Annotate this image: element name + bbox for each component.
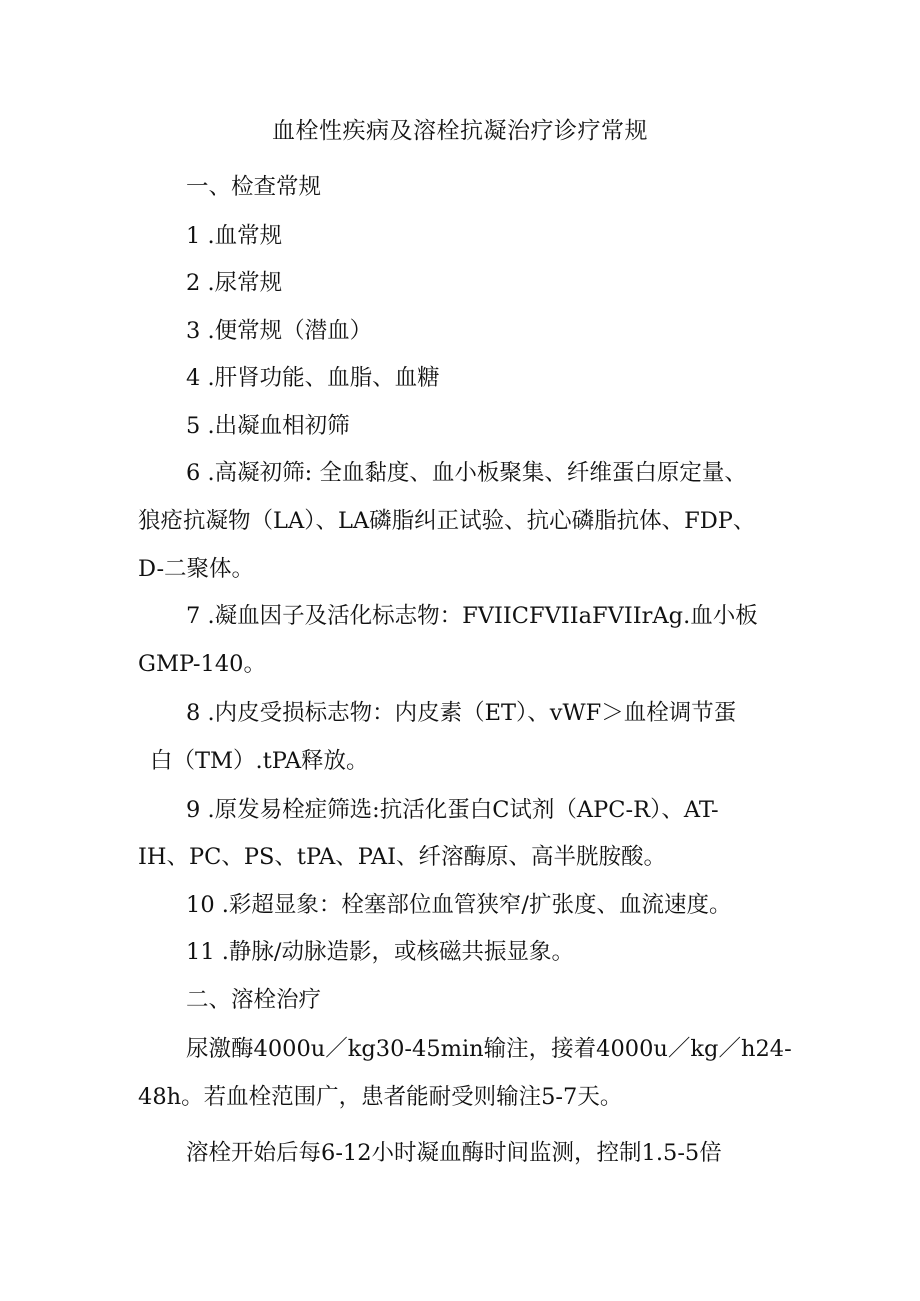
list-item: 4 .肝肾功能、血脂、血糖 xyxy=(186,365,440,391)
section-heading-exam: 一、检查常规 xyxy=(186,174,322,200)
list-item-6-line-3: D-二聚体。 xyxy=(138,556,255,582)
list-item-9-line-1: 9 .原发易栓症筛选:抗活化蛋白C试剂（APC-R）、AT- xyxy=(186,797,719,823)
list-item-7-line-2: GMP-140。 xyxy=(138,651,266,677)
paragraph-2-line-1: 溶栓开始后每6-12小时凝血酶时间监测，控制1.5-5倍 xyxy=(186,1140,722,1166)
list-item-6-line-1: 6 .高凝初筛: 全血黏度、血小板聚集、纤维蛋白原定量、 xyxy=(186,460,747,486)
list-item: 1 .血常规 xyxy=(186,223,283,249)
list-item-10: 10 .彩超显象：栓塞部位血管狭窄/扩张度、血流速度。 xyxy=(186,892,732,918)
document-title: 血栓性疾病及溶栓抗凝治疗诊疗常规 xyxy=(272,118,648,144)
list-item-7-line-1: 7 .凝血因子及活化标志物：FVIICFVIIaFVIIrAg.血小板 xyxy=(186,603,758,629)
list-item-11: 11 .静脉/动脉造影，或核磁共振显象。 xyxy=(186,939,575,965)
list-item: 5 .出凝血相初筛 xyxy=(186,413,350,439)
paragraph-1-line-1: 尿激酶4000u／kg30-45min输注，接着4000u／kg／h24- xyxy=(186,1036,792,1062)
paragraph-1-line-2: 48h。若血栓范围广，患者能耐受则输注5-7天。 xyxy=(138,1084,623,1110)
list-item-8-line-1: 8 .内皮受损标志物：内皮素（ET）、vWF＞血栓调节蛋 xyxy=(186,700,737,726)
list-item-8-line-2: 白（TM）.tPA释放。 xyxy=(150,748,369,774)
list-item: 2 .尿常规 xyxy=(186,270,283,296)
list-item-9-line-2: IH、PC、PS、tPA、PAI、纤溶酶原、高半胱胺酸。 xyxy=(138,844,666,870)
section-heading-thrombolysis: 二、溶栓治疗 xyxy=(186,987,322,1013)
list-item: 3 .便常规（潜血） xyxy=(186,318,373,344)
list-item-6-line-2: 狼疮抗凝物（LA）、LA磷脂纠正试验、抗心磷脂抗体、FDP、 xyxy=(138,508,756,534)
